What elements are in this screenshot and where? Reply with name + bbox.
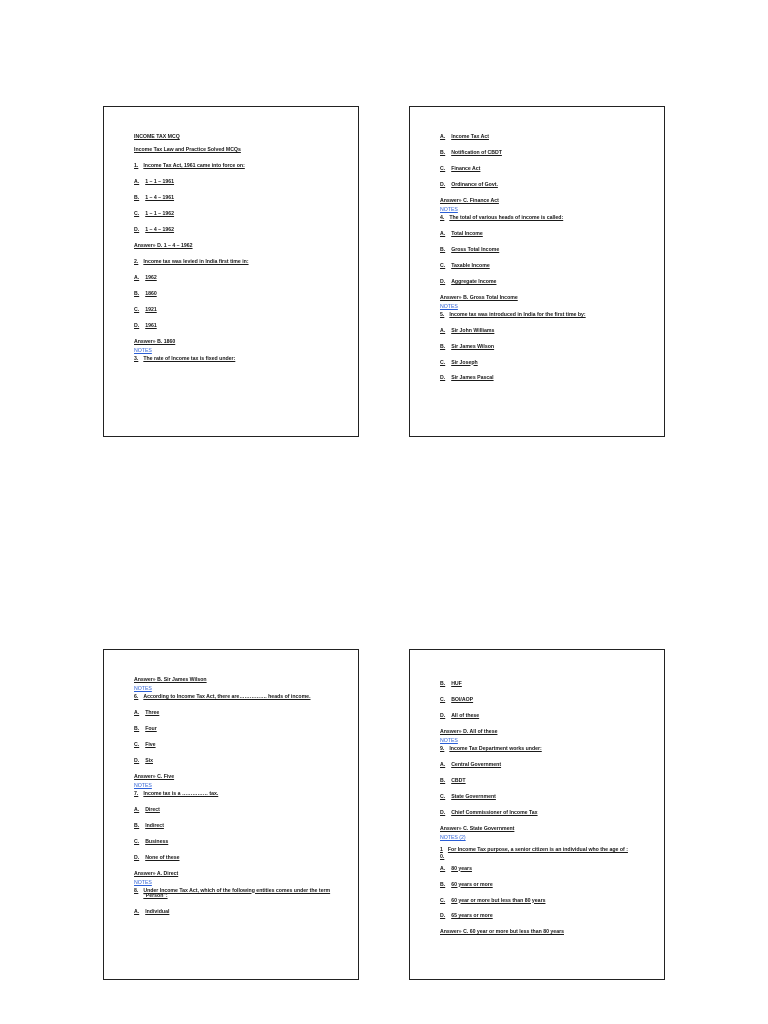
question-text: According to Income Tax Act, there are……………. heads of income. (143, 693, 311, 700)
option-text: Sir James Wilson (451, 343, 495, 350)
option-text: HUF (451, 681, 462, 687)
option-text: 60 years or more (451, 881, 493, 888)
option-text: Sir James Pascal (451, 375, 494, 382)
option (134, 840, 334, 846)
option-letter: A. (440, 134, 446, 140)
option-letter: A. (440, 230, 446, 237)
question-number: 4. (440, 214, 445, 221)
option-text: 1 – 4 – 1962 (145, 226, 175, 233)
answer-line: Answer» C. 60 year or more but less than 80 years (440, 929, 564, 936)
option-text: 1961 (145, 322, 157, 329)
question (134, 889, 334, 901)
option-text: Five (145, 741, 156, 748)
option (440, 135, 640, 141)
option (440, 151, 640, 157)
option-text: Three (145, 709, 160, 716)
question (134, 164, 334, 170)
option (440, 329, 640, 335)
option-text: Indirect (145, 822, 164, 829)
option-text: Sir Joseph (451, 359, 478, 366)
option-letter: D. (440, 913, 446, 920)
option-text: Sir John Williams (451, 327, 495, 334)
question (440, 848, 640, 854)
notes-link[interactable]: NOTES (440, 737, 458, 744)
question-number: 9. (440, 745, 445, 752)
option (134, 196, 334, 202)
option-text: Total Income (451, 230, 483, 237)
option-text: All of these (451, 712, 480, 719)
notes-link[interactable]: NOTES (134, 347, 152, 354)
page-content (440, 678, 640, 936)
document-subtitle: Income Tax Law and Practice Solved MCQs (134, 146, 241, 153)
question-number: 1 (440, 846, 443, 853)
option-text: 60 year or more but less than 80 years (451, 897, 546, 904)
option (134, 276, 334, 282)
option-letter: C. (134, 741, 140, 748)
option (440, 682, 640, 688)
option-text: BOI/AOP (451, 696, 474, 703)
option-letter: D. (134, 854, 140, 861)
option-letter: C. (134, 210, 140, 217)
option-letter: B. (440, 343, 446, 350)
option (440, 883, 640, 889)
option (134, 308, 334, 314)
option (134, 292, 334, 298)
option-text: 1962 (145, 274, 157, 281)
option-letter: C. (440, 793, 446, 800)
option (134, 824, 334, 830)
question (134, 260, 334, 266)
option-text: Aggregate Income (451, 278, 497, 285)
option-text: 1921 (145, 306, 157, 313)
option (134, 324, 334, 330)
option-letter: A. (134, 909, 140, 916)
option-letter: D. (440, 712, 446, 719)
option (134, 910, 334, 916)
question (134, 792, 334, 798)
option-text: Six (145, 757, 153, 764)
option-letter: B. (440, 149, 446, 156)
question-number: 6. (134, 693, 139, 700)
answer-line: Answer» C. Finance Act (440, 197, 499, 204)
option-text: 1 – 4 – 1961 (145, 194, 175, 201)
answer-line: Answer» C. State Government (440, 825, 515, 832)
option-letter: B. (134, 822, 140, 829)
option (440, 914, 640, 920)
option-letter: D. (440, 181, 446, 188)
option (440, 264, 640, 270)
page-content (134, 135, 334, 363)
option-text: Chief Commissioner of Income Tax (451, 809, 538, 816)
notes-link[interactable]: NOTES (134, 782, 152, 789)
option-text: None of these (145, 854, 180, 861)
option-letter: C. (134, 306, 140, 313)
question-text: Income tax is a …………… tax. (143, 790, 219, 797)
option-letter: A. (134, 806, 140, 813)
option-letter: D. (440, 278, 446, 285)
option-letter: C. (440, 696, 446, 703)
page-1 (103, 106, 359, 437)
option (440, 795, 640, 801)
option (440, 714, 640, 720)
option (440, 763, 640, 769)
option-letter: A. (440, 327, 446, 334)
option-text: 1 – 1 – 1961 (145, 178, 175, 185)
option-letter: C. (440, 897, 446, 904)
option (440, 376, 640, 382)
answer-line: Answer» B. Sir James Wilson (134, 677, 207, 683)
notes-link[interactable]: NOTES (2) (440, 834, 466, 841)
option-text: Business (145, 838, 169, 845)
option-letter: C. (440, 359, 446, 366)
question (440, 747, 640, 753)
answer-line: Answer» A. Direct (134, 870, 179, 877)
option (134, 711, 334, 717)
option (134, 212, 334, 218)
option-letter: B. (134, 725, 140, 732)
answer-line: Answer» D. 1 – 4 – 1962 (134, 242, 193, 249)
question-text: For Income Tax purpose, a senior citizen is an individual who the age of : (447, 846, 628, 853)
option-letter: A. (440, 865, 446, 872)
question-text: The rate of Income tax is fixed under: (143, 355, 236, 362)
option (134, 759, 334, 765)
option-text: State Government (451, 793, 496, 800)
option-letter: B. (440, 881, 446, 888)
option-letter: B. (440, 681, 446, 687)
option-letter: C. (440, 262, 446, 269)
option-letter: D. (134, 322, 140, 329)
option-text: Income Tax Act (451, 134, 489, 140)
page-3 (103, 649, 359, 980)
question-text: Under Income Tax Act, which of the following entities comes under the term "Person": (143, 887, 331, 900)
option-text: 1860 (145, 290, 157, 297)
notes-link[interactable]: NOTES (440, 303, 458, 310)
question-number: 8. (134, 887, 139, 894)
option-letter: C. (134, 838, 140, 845)
question-text: The total of various heads of income is called: (449, 214, 564, 221)
option-letter: C. (440, 165, 446, 172)
question (440, 313, 640, 319)
option (440, 867, 640, 873)
option-letter: B. (134, 194, 140, 201)
option (440, 698, 640, 704)
option (440, 345, 640, 351)
option-text: Finance Act (451, 165, 481, 172)
option-text: Four (145, 725, 157, 732)
option-letter: D. (440, 375, 446, 382)
option-letter: B. (134, 290, 140, 297)
page-content (440, 135, 640, 382)
option-text: CBDT (451, 777, 466, 784)
page-2 (409, 106, 665, 437)
option-text: Taxable Income (451, 262, 490, 269)
option-letter: A. (440, 761, 446, 768)
option-text: Individual (145, 909, 170, 916)
page-4 (409, 649, 665, 980)
option-letter: B. (440, 246, 446, 253)
option (440, 361, 640, 367)
option-text: 80 years (451, 865, 472, 872)
option (134, 743, 334, 749)
answer-line: Answer» C. Five (134, 773, 175, 780)
question-text: Income tax was introduced in India for the first time by: (449, 311, 586, 318)
option-letter: D. (134, 226, 140, 233)
question-number: 1. (134, 162, 139, 169)
question-number: 5. (440, 311, 445, 318)
answer-line: Answer» D. All of these (440, 728, 498, 735)
option-text: Ordinance of Govt. (451, 181, 498, 188)
question (134, 357, 334, 363)
question-number: 3. (134, 355, 139, 362)
notes-link[interactable]: NOTES (134, 879, 152, 886)
notes-link[interactable]: NOTES (440, 206, 458, 213)
option (134, 727, 334, 733)
option-text: 65 years or more (451, 913, 493, 920)
question-text: Income Tax Department works under: (449, 745, 542, 752)
question (440, 216, 640, 222)
option-text: 1 – 1 – 1962 (145, 210, 175, 217)
option-letter: D. (440, 809, 446, 816)
question-number: 7. (134, 790, 139, 797)
option-letter: A. (134, 709, 140, 716)
notes-link[interactable]: NOTES (134, 685, 152, 692)
option-text: Direct (145, 806, 160, 813)
option (440, 183, 640, 189)
option-letter: B. (440, 777, 446, 784)
option (134, 180, 334, 186)
option (440, 811, 640, 817)
answer-line: Answer» B. 1860 (134, 338, 176, 345)
option (440, 167, 640, 173)
question (134, 695, 334, 701)
option (440, 280, 640, 286)
document-title: INCOME TAX MCQ (134, 134, 180, 140)
option (134, 856, 334, 862)
question-text: Income tax was levied in India first time in: (143, 258, 249, 265)
page-content (134, 678, 334, 916)
option-text: Gross Total Income (451, 246, 500, 253)
option (440, 248, 640, 254)
option (440, 899, 640, 905)
option (134, 228, 334, 234)
option-text: Notification of CBDT (451, 149, 502, 156)
question-number: 2. (134, 258, 139, 265)
question-text: Income Tax Act, 1961 came into force on: (143, 162, 245, 169)
option-text: Central Government (451, 761, 502, 768)
option (440, 779, 640, 785)
option (134, 808, 334, 814)
option-letter: D. (134, 757, 140, 764)
question-number-continued: 0. (440, 853, 445, 860)
option (440, 232, 640, 238)
option-letter: A. (134, 274, 140, 281)
option-letter: A. (134, 178, 140, 185)
answer-line: Answer» B. Gross Total Income (440, 294, 518, 301)
